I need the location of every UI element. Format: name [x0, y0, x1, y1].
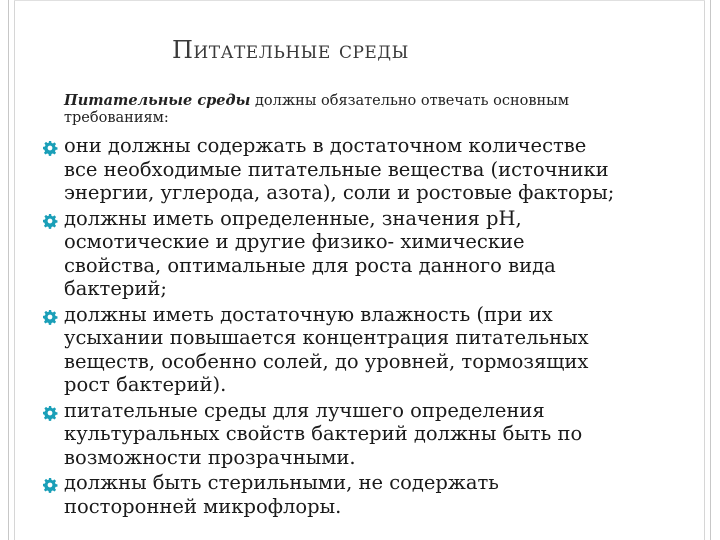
frame-right-outer-line — [710, 0, 711, 540]
intro-italic-term: Питательные среды — [64, 92, 251, 109]
gear-icon — [42, 475, 58, 491]
frame-right-inner-line — [704, 0, 705, 540]
requirement-text-line: культуральных свойств бактерий должны быть по — [64, 422, 583, 445]
requirement-text-line: питательные среды для лучшего определения — [64, 398, 545, 422]
gear-icon — [42, 307, 58, 323]
requirement-text-line: свойства, оптимальные для роста данного вида — [64, 253, 556, 277]
requirement-text-line: осмотические и другие физико- химические — [64, 230, 525, 253]
gear-icon — [42, 211, 58, 227]
requirement-text-line: бактерий; — [64, 277, 167, 300]
requirement-text-line: веществ, особенно солей, до уровней, тормозящих — [64, 349, 589, 373]
requirement-item — [42, 207, 682, 301]
intro-line-1-rest: должны обязательно отвечать основным — [250, 93, 570, 109]
requirement-item — [42, 134, 682, 205]
intro-line-1 — [64, 92, 654, 110]
gear-icon — [42, 403, 58, 419]
frame-left-inner-line — [14, 0, 15, 540]
requirement-text-line: возможности прозрачными. — [64, 445, 356, 469]
intro-text — [64, 92, 654, 127]
requirement-text-line: должны иметь определенные, значения рН, — [64, 206, 522, 230]
requirement-text-line: должны иметь достаточную влажность (при их — [64, 302, 553, 326]
requirement-text-line: посторонней микрофлоры. — [64, 494, 342, 518]
requirement-text-line: они должны содержать в достаточном количестве — [64, 134, 587, 157]
slide-title: Питательные среды — [172, 36, 409, 64]
intro-line-2: требованиям: — [64, 110, 169, 126]
requirement-item — [42, 303, 682, 397]
requirement-item — [42, 471, 682, 518]
requirement-text-line: усыхании повышается концентрация питательных — [64, 326, 589, 349]
requirement-text-line: рост бактерий). — [64, 373, 227, 396]
frame-top-line — [14, 0, 705, 1]
requirement-item — [42, 399, 682, 470]
frame-left-outer-line — [8, 0, 9, 540]
requirement-text-line: должны быть стерильными, не содержать — [64, 471, 499, 494]
gear-icon — [42, 138, 58, 154]
requirement-text-line: энергии, углерода, азота), соли и ростовые факторы; — [64, 181, 615, 204]
requirement-text-line: все необходимые питательные вещества (источники — [64, 157, 609, 181]
requirements-list — [42, 134, 682, 520]
